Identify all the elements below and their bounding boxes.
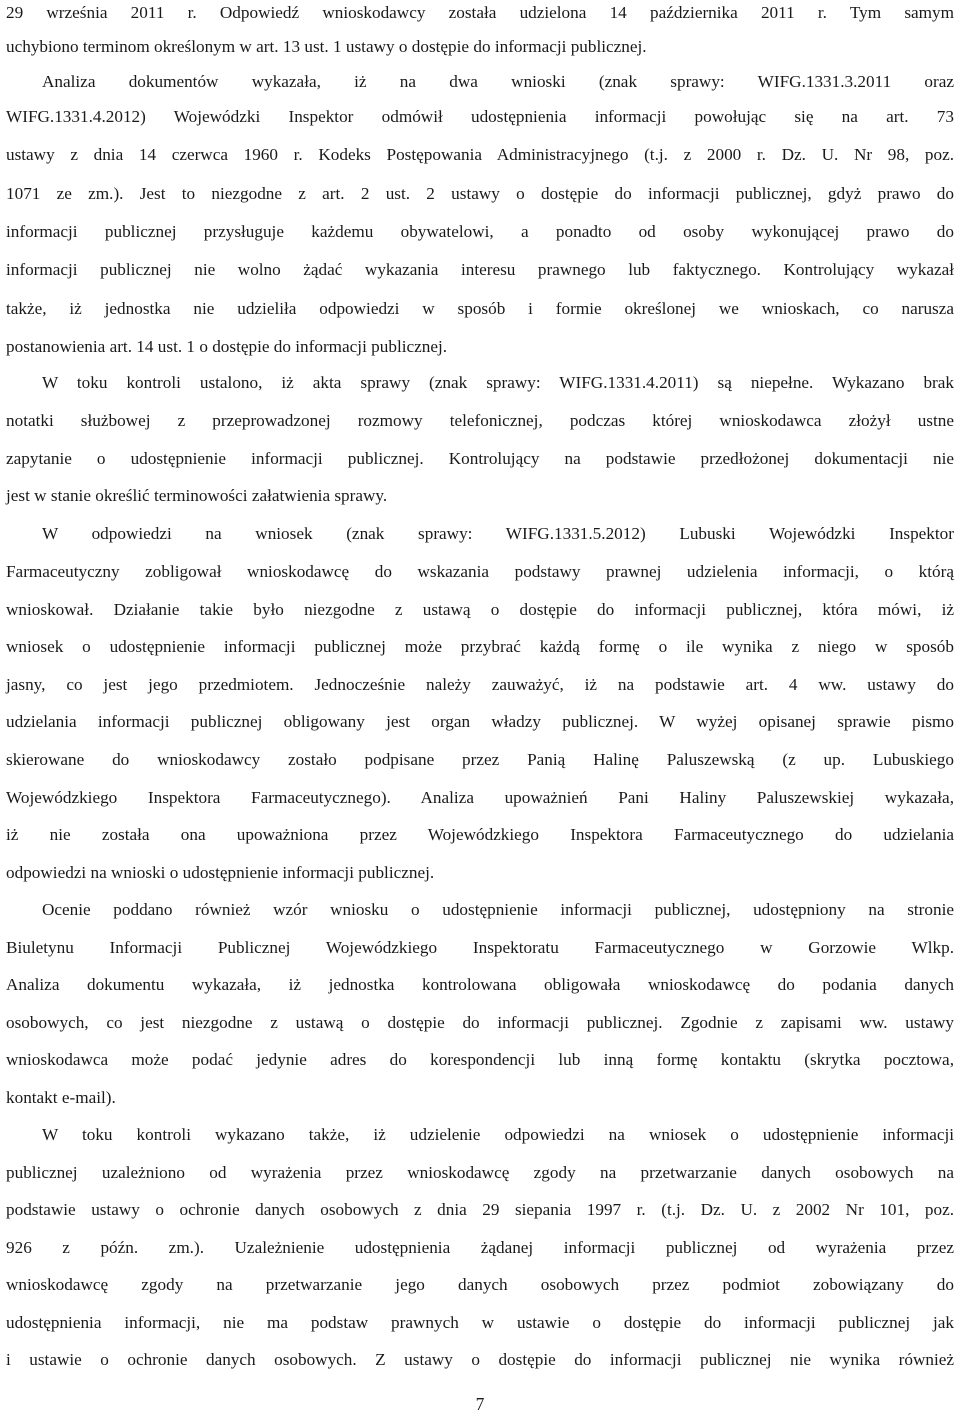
text-line: odpowiedzi na wnioski o udostępnienie informacji publicznej. [6,863,435,882]
text-line: 926 z późn. zm.). Uzależnienie udostępnienia żądanej informacji publicznej od wyrażenia przez [6,1238,954,1257]
page-number: 7 [475,1394,485,1414]
text-line: Biuletynu Informacji Publicznej Wojewódzkiego Inspektoratu Farmaceutycznego w Gorzowie Wlkp. [6,938,954,957]
text-line: ustawy z dnia 14 czerwca 1960 r. Kodeks Postępowania Administracyjnego (t.j. z 2000 r. Dz. U. Nr 98, poz. [6,145,954,164]
text-line: skierowane do wnioskodawcy zostało podpisane przez Panią Halinę Paluszewską (z up. Lubuskiego [6,750,954,769]
text-line: Wojewódzkiego Inspektora Farmaceutycznego). Analiza upoważnień Pani Haliny Paluszewskiej wykazała, [6,788,954,807]
text-line: wnioskodawca może podać jedynie adres do korespondencji lub inną formę kontaktu (skrytka pocztowa, [6,1050,954,1069]
text-line: W toku kontroli wykazano także, iż udzielenie odpowiedzi na wniosek o udostępnienie informacji [42,1125,954,1144]
text-line: 1071 ze zm.). Jest to niezgodne z art. 2 ust. 2 ustawy o dostępie do informacji publicznej, gdyż prawo do [6,184,954,203]
text-line: informacji publicznej przysługuje każdemu obywatelowi, a ponadto od osoby wykonującej prawo do [6,222,954,241]
text-line: W toku kontroli ustalono, iż akta sprawy (znak sprawy: WIFG.1331.4.2011) są niepełne. Wykazano brak [42,373,954,392]
text-line: notatki służbowej z przeprowadzonej rozmowy telefonicznej, podczas której wnioskodawca złożył ustne [6,411,954,430]
text-line: Farmaceutyczny zobligował wnioskodawcę do wskazania podstawy prawnej udzielenia informacji, o którą [6,562,954,581]
text-line: także, iż jednostka nie udzieliła odpowiedzi w sposób i formie określonej we wnioskach, co narusza [6,299,954,318]
text-line: postanowienia art. 14 ust. 1 o dostępie do informacji publicznej. [6,337,448,356]
text-line: osobowych, co jest niezgodne z ustawą o dostępie do informacji publicznej. Zgodnie z zapisami ww. ustawy [6,1013,954,1032]
text-line: 29 września 2011 r. Odpowiedź wnioskodawcy została udzielona 14 października 2011 r. Tym samym [6,3,954,22]
text-line: publicznej uzależniono od wyrażenia przez wnioskodawcę zgody na przetwarzanie danych osobowych na [6,1163,954,1182]
text-line: zapytanie o udostępnienie informacji publicznej. Kontrolujący na podstawie przedłożonej dokumentacji nie [6,449,954,468]
text-line: informacji publicznej nie wolno żądać wykazania interesu prawnego lub faktycznego. Kontrolujący wykazał [6,260,954,279]
text-line: WIFG.1331.4.2012) Wojewódzki Inspektor odmówił udostępnienia informacji powołując się na art. 73 [6,107,954,126]
text-line: wnioskodawcę zgody na przetwarzanie jego danych osobowych przez podmiot zobowiązany do [6,1275,954,1294]
text-line: W odpowiedzi na wniosek (znak sprawy: WIFG.1331.5.2012) Lubuski Wojewódzki Inspektor [42,524,954,543]
text-line: Analiza dokumentów wykazała, iż na dwa wnioski (znak sprawy: WIFG.1331.3.2011 oraz [42,72,954,91]
text-line: Ocenie poddano również wzór wniosku o udostępnienie informacji publicznej, udostępniony na stronie [42,900,954,919]
text-line: wnioskował. Działanie takie było niezgodne z ustawą o dostępie do informacji publicznej, która mówi, iż [6,600,954,619]
text-line: i ustawie o ochronie danych osobowych. Z ustawy o dostępie do informacji publicznej nie wynika również [6,1350,954,1369]
text-line: Analiza dokumentu wykazała, iż jednostka kontrolowana obligowała wnioskodawcę do podania danych [6,975,954,994]
text-line: podstawie ustawy o ochronie danych osobowych z dnia 29 siepania 1997 r. (t.j. Dz. U. z 2002 Nr 101, poz. [6,1200,954,1219]
text-line: jest w stanie określić terminowości załatwienia sprawy. [6,486,388,505]
text-line: iż nie została ona upoważniona przez Wojewódzkiego Inspektora Farmaceutycznego do udzielania [6,825,954,844]
text-line: udzielania informacji publicznej obligowany jest organ władzy publicznej. W wyżej opisanej sprawie pismo [6,712,954,731]
text-line: udostępnienia informacji, nie ma podstaw prawnych w ustawie o dostępie do informacji publicznej jak [6,1313,954,1332]
text-line: uchybiono terminom określonym w art. 13 ust. 1 ustawy o dostępie do informacji publicznej. [6,37,647,56]
text-line: jasny, co jest jego przedmiotem. Jednocześnie należy zauważyć, iż na podstawie art. 4 ww. ustawy do [6,675,954,694]
text-line: wniosek o udostępnienie informacji publicznej może przybrać każdą formę o ile wynika z niego w sposób [6,637,954,656]
text-line: kontakt e-mail). [6,1088,116,1107]
